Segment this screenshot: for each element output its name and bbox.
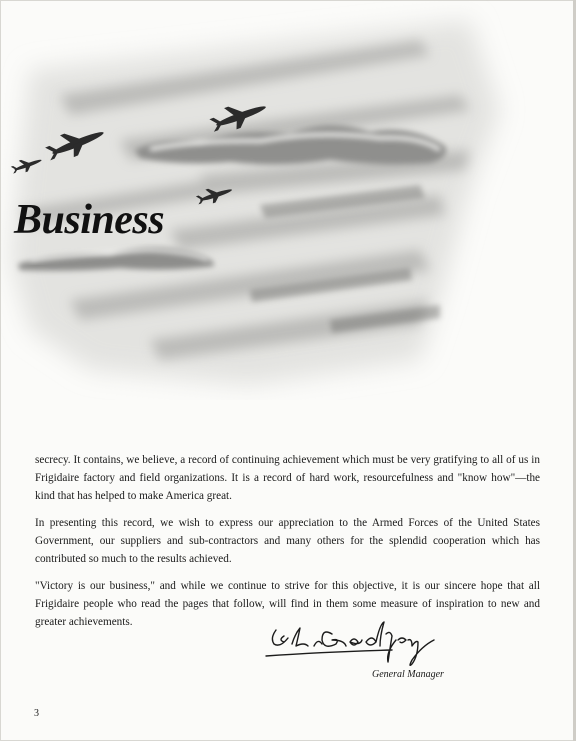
body-paragraph: [35, 451, 540, 505]
body-paragraph: [35, 514, 540, 568]
paragraph-text: "Victory is our business," and while we continue to strive for this objective, it is our sincere hope that all Frigidaire people who read the pages that follow, will find in them some measure of inspiration to new and greater achievements.: [35, 580, 540, 628]
page-title: Business: [14, 197, 165, 243]
signature-title: General Manager: [372, 669, 444, 680]
handwritten-signature: [262, 616, 447, 672]
paragraph-text: In presenting this record, we wish to express our appreciation to the Armed Forces of the United States Government, our suppliers and sub-contractors and many others for the splendid cooperation which has contributed so much to the results achieved.: [35, 517, 540, 565]
paragraph-text: secrecy. It contains, we believe, a record of continuing achievement which must be very gratifying to all of us in Frigidaire factory and field organizations. It is a record of hard work, resourcefulness and "know how"—the kind that has helped to make America great.: [35, 454, 540, 502]
page-number: 3: [34, 708, 39, 719]
